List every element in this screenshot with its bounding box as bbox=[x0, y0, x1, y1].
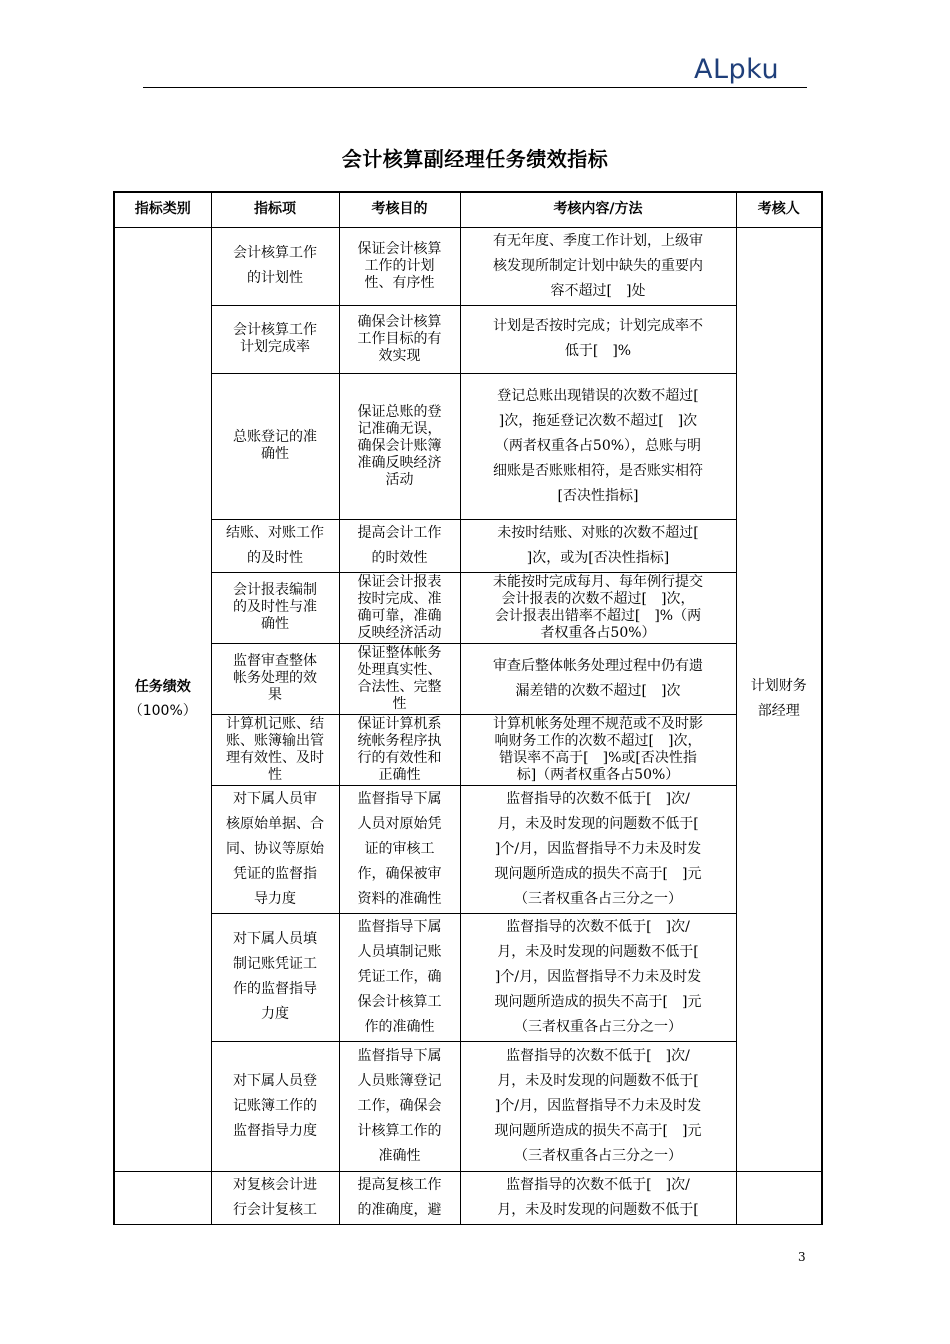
purpose-text: 保证会计报表 按时完成、准 确可靠，准确 反映经济活动 bbox=[357, 573, 442, 641]
method-text: 监督指导的次数不低于[ ]次/ 月，未及时发现的问题数不低于[ bbox=[497, 1176, 699, 1218]
method-text: 未按时结账、对账的次数不超过[ ]次，或为[否决性指标] bbox=[497, 524, 699, 566]
table-row bbox=[114, 373, 822, 519]
table-row bbox=[114, 714, 822, 785]
header-rule bbox=[143, 87, 807, 88]
page-title: 会计核算副经理任务绩效指标 bbox=[341, 147, 609, 171]
method-text: 有无年度、季度工作计划，上级审 核发现所制定计划中缺失的重要内 容不超过[ ]处 bbox=[493, 232, 703, 299]
method-text: 监督指导的次数不低于[ ]次/ 月，未及时发现的问题数不低于[ ]个/月，因监督指导不力未及时发 现问题所造成的损失不高于[ ]元 （三者权重各占三分之一） bbox=[494, 1047, 702, 1164]
header-reviewer: 考核人 bbox=[736, 192, 822, 227]
table-header-row bbox=[114, 192, 822, 227]
category-weight: （100%） bbox=[128, 703, 197, 719]
reviewer-cell bbox=[736, 227, 822, 1171]
method-text: 计划是否按时完成；计划完成率不 低于[ ]% bbox=[493, 318, 703, 359]
category-name: 任务绩效 bbox=[134, 679, 191, 695]
method-text: 审查后整体帐务处理过程中仍有遗 漏差错的次数不超过[ ]次 bbox=[493, 657, 703, 699]
category-cell bbox=[114, 227, 211, 1171]
method-text: 监督指导的次数不低于[ ]次/ 月，未及时发现的问题数不低于[ ]个/月，因监督指导不力未及时发 现问题所造成的损失不高于[ ]元 （三者权重各占三分之一） bbox=[494, 790, 702, 907]
item-text: 对复核会计进 行会计复核工 bbox=[233, 1176, 317, 1218]
purpose-text: 保证整体帐务 处理真实性、 合法性、完整 性 bbox=[357, 644, 442, 712]
header-method: 考核内容/方法 bbox=[460, 192, 736, 227]
item-text: 对下属人员审 核原始单据、合 同、协议等原始 凭证的监督指 导力度 bbox=[226, 790, 324, 907]
purpose-text: 保证总账的登 记准确无误， 确保会计账簿 准确反映经济 活动 bbox=[357, 403, 442, 488]
table-row bbox=[114, 572, 822, 643]
purpose-text: 监督指导下属 人员对原始凭 证的审核工 作，确保被审 资料的准确性 bbox=[357, 790, 442, 907]
purpose-text: 监督指导下属 人员填制记账 凭证工作，确 保会计核算工 作的准确性 bbox=[357, 918, 442, 1035]
table-row bbox=[114, 305, 822, 373]
table-row bbox=[114, 519, 822, 572]
item-text: 对下属人员登 记账簿工作的 监督指导力度 bbox=[233, 1072, 317, 1139]
header-item: 指标项 bbox=[211, 192, 339, 227]
purpose-text: 提高复核工作 的准确度，避 bbox=[357, 1176, 442, 1218]
purpose-text: 监督指导下属 人员账簿登记 工作，确保会 计核算工作的 准确性 bbox=[357, 1047, 442, 1164]
item-text: 总账登记的准 确性 bbox=[233, 429, 317, 462]
item-text: 会计核算工作 计划完成率 bbox=[233, 322, 317, 355]
method-text: 监督指导的次数不低于[ ]次/ 月，未及时发现的问题数不低于[ ]个/月，因监督指导不力未及时发 现问题所造成的损失不高于[ ]元 （三者权重各占三分之一） bbox=[494, 918, 702, 1035]
table-row bbox=[114, 1041, 822, 1171]
purpose-text: 保证会计核算 工作的计划 性、有序性 bbox=[357, 240, 442, 291]
method-text: 登记总账出现错误的次数不超过[ ]次，拖延登记次数不超过[ ]次 （两者权重各占50%），总账与明 细账是否账账相符，是否账实相符 [否决性指标] bbox=[493, 387, 703, 504]
reviewer-cell-empty bbox=[736, 1171, 822, 1224]
item-text: 对下属人员填 制记账凭证工 作的监督指导 力度 bbox=[233, 931, 317, 1022]
kpi-table bbox=[113, 191, 823, 1225]
table-row bbox=[114, 785, 822, 913]
header-purpose: 考核目的 bbox=[339, 192, 460, 227]
purpose-text: 确保会计核算 工作目标的有 效实现 bbox=[357, 313, 442, 364]
item-text: 会计报表编制 的及时性与准 确性 bbox=[233, 582, 317, 632]
item-text: 监督审查整体 帐务处理的效 果 bbox=[233, 653, 317, 703]
item-text: 结账、对账工作 的及时性 bbox=[226, 524, 324, 566]
purpose-text: 保证计算机系 统帐务程序执 行的有效性和 正确性 bbox=[357, 715, 442, 783]
table-row bbox=[114, 643, 822, 714]
reviewer-text: 计划财务 部经理 bbox=[750, 678, 807, 719]
purpose-text: 提高会计工作 的时效性 bbox=[357, 524, 442, 566]
logo-text: ALpku bbox=[694, 54, 780, 85]
method-text: 未能按时完成每月、每年例行提交 会计报表的次数不超过[ ]次， 会计报表出错率不超过[ ]%（两 者权重各占50%） bbox=[493, 573, 703, 641]
item-text: 计算机记账、结 账、账簿输出管 理有效性、及时 性 bbox=[226, 715, 324, 783]
table-row bbox=[114, 227, 822, 305]
page-number: 3 bbox=[798, 1250, 806, 1264]
table-row bbox=[114, 1171, 822, 1224]
item-text: 会计核算工作 的计划性 bbox=[233, 245, 317, 286]
category-cell-empty bbox=[114, 1171, 211, 1224]
method-text: 计算机帐务处理不规范或不及时影 响财务工作的次数不超过[ ]次， 错误率不高于[ ]%或[否决性指 标]（两者权重各占50%） bbox=[493, 715, 703, 783]
alpku-logo bbox=[694, 50, 806, 86]
table-row bbox=[114, 913, 822, 1041]
header-category: 指标类别 bbox=[114, 192, 211, 227]
